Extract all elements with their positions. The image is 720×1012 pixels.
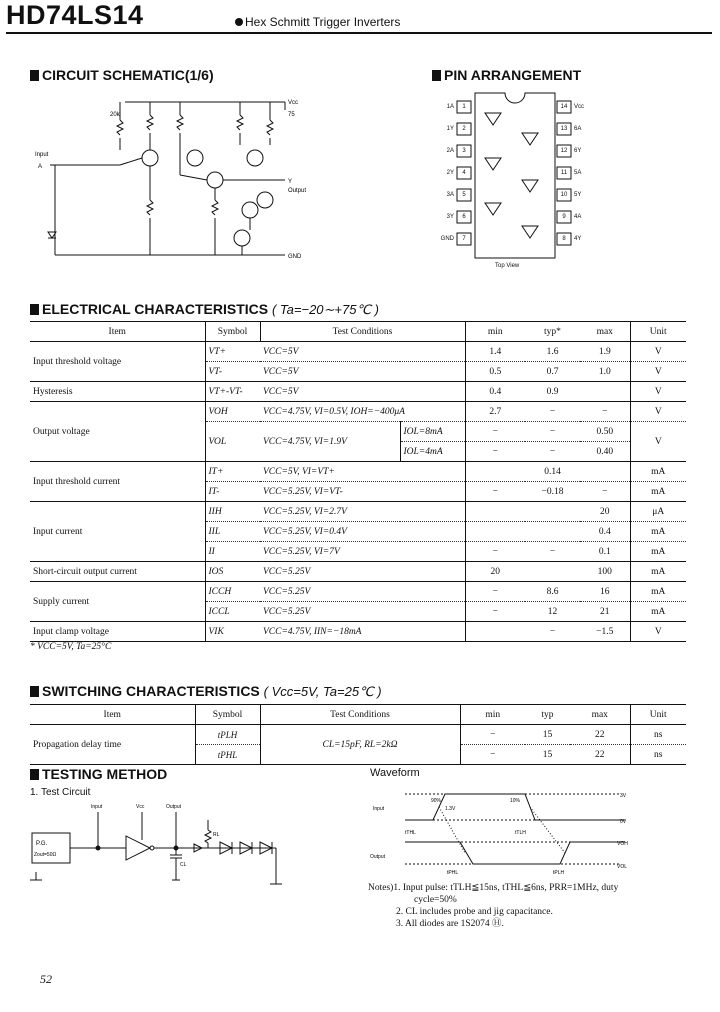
row-min bbox=[465, 462, 525, 482]
row-max: − bbox=[602, 486, 608, 497]
pin-number-left: 3 bbox=[462, 148, 466, 154]
test-circuit-title: 1. Test Circuit bbox=[30, 787, 91, 798]
table-row bbox=[30, 382, 686, 402]
row-max: − bbox=[602, 406, 608, 417]
row-max: 100 bbox=[597, 566, 612, 577]
switching-title: SWITCHING CHARACTERISTICS bbox=[42, 683, 260, 699]
row-max: 20 bbox=[600, 506, 610, 517]
electrical-table bbox=[30, 321, 686, 642]
pin-number-right: 11 bbox=[560, 170, 568, 176]
table-row bbox=[30, 402, 686, 422]
row-condition: VCC=5V bbox=[263, 346, 299, 357]
row-item: Propagation delay time bbox=[30, 725, 195, 765]
row-symbol: IT+ bbox=[205, 462, 260, 482]
row-max: 22 bbox=[595, 729, 605, 740]
row-typ bbox=[525, 502, 580, 522]
row-symbol: IIH bbox=[205, 502, 260, 522]
row-symbol: VOH bbox=[205, 402, 260, 422]
row-max bbox=[580, 382, 630, 402]
row-item: Short-circuit output current bbox=[33, 566, 137, 577]
header-min: min bbox=[465, 322, 525, 342]
row-unit: mA bbox=[630, 462, 686, 482]
wf-0v-label: 0V bbox=[620, 819, 627, 825]
row-typ: − bbox=[549, 626, 556, 637]
pin-number-left: 5 bbox=[462, 192, 466, 198]
note-1-cont: cycle=50% bbox=[414, 895, 457, 905]
row-max: 21 bbox=[600, 606, 610, 617]
row-typ: − bbox=[549, 406, 556, 417]
row-min: − bbox=[465, 582, 525, 602]
row-min: − bbox=[460, 725, 525, 745]
row-typ: 0.7 bbox=[546, 366, 559, 377]
pin-label-right: 6A bbox=[574, 126, 582, 132]
row-unit: V bbox=[630, 422, 686, 462]
circuit-input-label: Input bbox=[91, 804, 103, 810]
row-typ: 15 bbox=[542, 729, 553, 740]
row-unit: ns bbox=[630, 725, 686, 745]
row-condition: VCC=5.25V bbox=[263, 566, 311, 577]
pin-label-right: 5A bbox=[574, 170, 582, 176]
pin-number-right: 14 bbox=[560, 104, 568, 110]
row-min: 0.4 bbox=[465, 382, 525, 402]
header-unit: Unit bbox=[630, 705, 686, 725]
row-min: − bbox=[465, 422, 525, 442]
row-symbol: IOS bbox=[205, 562, 260, 582]
row-unit: mA bbox=[630, 602, 686, 622]
row-typ: 8.6 bbox=[546, 586, 559, 597]
circuit-vcc-label: Vcc bbox=[136, 804, 145, 810]
schematic-title: CIRCUIT SCHEMATIC(1/6) bbox=[42, 67, 214, 83]
header-symbol: Symbol bbox=[205, 322, 260, 342]
a-label: A bbox=[38, 164, 43, 170]
test-notes bbox=[368, 882, 618, 930]
row-item: Hysteresis bbox=[33, 386, 73, 397]
row-item: Input threshold current bbox=[30, 462, 205, 502]
pins-heading bbox=[432, 67, 581, 83]
row-condition: VCC=4.75V, VI=0.5V, IOH=−400μA bbox=[263, 406, 405, 417]
row-item: Output voltage bbox=[30, 402, 205, 462]
row-unit: mA bbox=[630, 542, 686, 562]
row-max bbox=[580, 462, 630, 482]
r20k-label: 20k bbox=[110, 112, 120, 118]
pin-label-left: 1A bbox=[446, 104, 454, 110]
electrical-heading bbox=[30, 301, 379, 318]
row-typ: − bbox=[549, 446, 556, 457]
wf-tthl-label: tTHL bbox=[405, 830, 416, 836]
row-symbol: VIK bbox=[205, 622, 260, 642]
header-item: Item bbox=[30, 705, 195, 725]
row-min bbox=[465, 622, 525, 642]
row-min: − bbox=[465, 442, 525, 462]
row-min: 1.4 bbox=[465, 342, 525, 362]
header-conditions: Test Conditions bbox=[260, 705, 460, 725]
pg-label: P.G. bbox=[36, 841, 48, 847]
wf-1p3v-label: 1.3V bbox=[445, 806, 456, 812]
row-max: 22 bbox=[595, 749, 605, 760]
row-min: 0.5 bbox=[465, 362, 525, 382]
row-item: Supply current bbox=[30, 582, 205, 622]
pin-number-right: 9 bbox=[562, 214, 566, 220]
row-typ: −0.18 bbox=[541, 486, 564, 497]
row-min: − bbox=[465, 482, 525, 502]
note-3: 3. All diodes are 1S2074 Ⓗ. bbox=[396, 919, 504, 929]
row-typ: 1.6 bbox=[546, 346, 559, 357]
header-symbol: Symbol bbox=[195, 705, 260, 725]
switching-heading bbox=[30, 683, 382, 700]
row-symbol: tPLH bbox=[195, 725, 260, 745]
output-label: Output bbox=[288, 188, 307, 194]
row-unit: V bbox=[630, 402, 686, 422]
r75-label: 75 bbox=[288, 112, 295, 118]
row-condition: VCC=5.25V bbox=[263, 606, 311, 617]
electrical-footnote: * VCC=5V, Ta=25°C bbox=[30, 642, 112, 652]
row-condition: VCC=4.75V, VI=1.9V bbox=[260, 422, 400, 462]
row-condition: VCC=5V, VI=VT+ bbox=[263, 466, 335, 477]
row-min: 2.7 bbox=[465, 402, 525, 422]
header-typ: typ bbox=[525, 705, 570, 725]
wf-90-label: 90% bbox=[431, 798, 442, 804]
pin-label-right: 5Y bbox=[574, 192, 582, 198]
row-max: 0.40 bbox=[596, 446, 614, 457]
header-item: Item bbox=[30, 322, 205, 342]
row-unit: mA bbox=[630, 562, 686, 582]
row-typ: − bbox=[549, 426, 556, 437]
row-typ: 0.14 bbox=[544, 466, 561, 477]
row-typ: 0.9 bbox=[546, 386, 559, 397]
table-row bbox=[30, 622, 686, 642]
table-row bbox=[30, 502, 686, 522]
header-max: max bbox=[580, 322, 630, 342]
wf-10-label: 10% bbox=[510, 798, 521, 804]
switching-table bbox=[30, 704, 686, 765]
table-header bbox=[30, 705, 686, 725]
row-symbol: tPHL bbox=[195, 745, 260, 765]
wf-tplh-label: tPLH bbox=[553, 870, 565, 876]
note-2: 2. CL includes probe and jig capacitance. bbox=[396, 907, 553, 917]
gnd-label: GND bbox=[288, 254, 302, 260]
row-max: 16 bbox=[600, 586, 610, 597]
table-row bbox=[30, 725, 686, 745]
circuit-output-label: Output bbox=[166, 804, 182, 810]
row-unit: mA bbox=[630, 482, 686, 502]
pg-impedance: Zout=50Ω bbox=[34, 852, 57, 858]
header-max: max bbox=[570, 705, 630, 725]
row-typ: − bbox=[549, 546, 556, 557]
wf-input-label: Input bbox=[373, 806, 385, 812]
row-min: − bbox=[465, 602, 525, 622]
row-unit: V bbox=[630, 382, 686, 402]
waveform-title: Waveform bbox=[370, 767, 420, 779]
row-condition: VCC=5.25V, VI=0.4V bbox=[263, 526, 347, 537]
page-number: 52 bbox=[40, 972, 52, 986]
row-min: − bbox=[460, 745, 525, 765]
title-divider bbox=[6, 32, 712, 34]
pin-label-left: 3A bbox=[446, 192, 454, 198]
row-symbol: ICCL bbox=[205, 602, 260, 622]
row-condition: VCC=5.25V, VI=2.7V bbox=[263, 506, 347, 517]
row-symbol: VOL bbox=[205, 422, 260, 462]
pin-label-left: 2Y bbox=[446, 170, 454, 176]
pin-number-left: 6 bbox=[462, 214, 466, 220]
row-condition: CL=15pF, RL=2kΩ bbox=[260, 725, 460, 765]
header-unit: Unit bbox=[630, 322, 686, 342]
row-condition: VCC=4.75V, IIN=−18mA bbox=[263, 626, 362, 637]
testing-heading bbox=[30, 766, 167, 782]
table-header bbox=[30, 322, 686, 342]
note-1: Notes)1. Input pulse: tTLH≦15ns, tTHL≦6ns, PRR=1MHz, duty bbox=[368, 883, 619, 893]
row-typ bbox=[525, 562, 580, 582]
row-max: 1.9 bbox=[598, 346, 611, 357]
circuit-schematic-diagram bbox=[30, 90, 320, 265]
row-subcondition: IOL=8mA bbox=[400, 422, 465, 442]
header-min: min bbox=[460, 705, 525, 725]
header-conditions: Test Conditions bbox=[260, 322, 465, 342]
row-min: − bbox=[465, 542, 525, 562]
schematic-heading bbox=[30, 67, 214, 83]
row-condition: VCC=5.25V, VI=7V bbox=[263, 546, 340, 557]
row-min bbox=[465, 502, 525, 522]
row-unit: V bbox=[630, 362, 686, 382]
row-unit: mA bbox=[630, 522, 686, 542]
vcc-label: Vcc bbox=[288, 100, 299, 106]
row-symbol: IIL bbox=[205, 522, 260, 542]
row-unit: V bbox=[630, 342, 686, 362]
row-unit: mA bbox=[630, 582, 686, 602]
header-typ: typ* bbox=[525, 322, 580, 342]
top-view-label: Top View bbox=[495, 263, 520, 269]
pin-arrangement-diagram bbox=[430, 88, 600, 273]
row-typ bbox=[525, 522, 580, 542]
electrical-conditions: ( Ta=−20∼+75℃ ) bbox=[271, 302, 380, 317]
rl-label: RL bbox=[213, 832, 220, 838]
pin-number-left: 4 bbox=[462, 170, 466, 176]
row-subcondition: IOL=4mA bbox=[400, 442, 465, 462]
wf-output-label: Output bbox=[370, 854, 386, 860]
wf-tphl-label: tPHL bbox=[447, 870, 459, 876]
row-max: 0.1 bbox=[598, 546, 611, 557]
pin-number-left: 2 bbox=[462, 126, 466, 132]
pin-number-right: 13 bbox=[560, 126, 568, 132]
row-item: Input clamp voltage bbox=[33, 626, 109, 637]
row-unit: V bbox=[630, 622, 686, 642]
row-condition: VCC=5.25V bbox=[263, 586, 311, 597]
row-symbol: IT- bbox=[205, 482, 260, 502]
row-condition: VCC=5.25V, VI=VT- bbox=[263, 486, 343, 497]
row-condition: VCC=5V bbox=[263, 386, 299, 397]
row-min: 20 bbox=[465, 562, 525, 582]
row-max: 1.0 bbox=[598, 366, 611, 377]
waveform-diagram bbox=[365, 782, 645, 877]
wf-ttlh-label: tTLH bbox=[515, 830, 526, 836]
subtitle-text: Hex Schmitt Trigger Inverters bbox=[245, 15, 401, 29]
row-item: Input threshold voltage bbox=[30, 342, 205, 382]
testing-title: TESTING METHOD bbox=[42, 766, 168, 782]
row-min bbox=[465, 522, 525, 542]
pin-number-right: 10 bbox=[560, 192, 568, 198]
page-subtitle bbox=[235, 15, 400, 29]
pin-label-left: GND bbox=[440, 236, 454, 242]
page-title: HD74LS14 bbox=[6, 0, 144, 30]
pin-number-left: 7 bbox=[462, 236, 466, 242]
row-max: −1.5 bbox=[596, 626, 614, 637]
pin-label-right: 4A bbox=[574, 214, 582, 220]
pin-label-right: Vcc bbox=[574, 104, 585, 110]
test-circuit-diagram bbox=[28, 800, 298, 895]
wf-vol-label: VOL bbox=[617, 864, 628, 870]
wf-3v-label: 3V bbox=[620, 793, 627, 799]
row-symbol: VT+ bbox=[205, 342, 260, 362]
pin-label-right: 4Y bbox=[574, 236, 582, 242]
pin-label-left: 3Y bbox=[446, 214, 454, 220]
row-symbol: VT+-VT- bbox=[205, 382, 260, 402]
table-row bbox=[30, 582, 686, 602]
table-row bbox=[30, 342, 686, 362]
row-item: Input current bbox=[30, 502, 205, 562]
pins-title: PIN ARRANGEMENT bbox=[444, 67, 582, 83]
switching-conditions: ( Vcc=5V, Ta=25℃ ) bbox=[263, 684, 382, 699]
input-label: Input bbox=[35, 152, 49, 158]
row-max: 0.50 bbox=[596, 426, 614, 437]
pin-label-left: 1Y bbox=[446, 126, 454, 132]
row-symbol: II bbox=[205, 542, 260, 562]
row-condition: VCC=5V bbox=[263, 366, 299, 377]
row-symbol: ICCH bbox=[205, 582, 260, 602]
pin-number-left: 1 bbox=[462, 104, 466, 110]
row-unit: ns bbox=[630, 745, 686, 765]
y-label: Y bbox=[288, 179, 293, 185]
row-symbol: VT- bbox=[205, 362, 260, 382]
row-typ: 12 bbox=[547, 606, 558, 617]
table-row bbox=[30, 462, 686, 482]
row-typ: 15 bbox=[542, 749, 553, 760]
row-max: 0.4 bbox=[598, 526, 611, 537]
row-unit: μA bbox=[630, 502, 686, 522]
table-row bbox=[30, 562, 686, 582]
electrical-title: ELECTRICAL CHARACTERISTICS bbox=[42, 301, 269, 317]
cl-label: CL bbox=[180, 862, 187, 868]
pin-number-right: 12 bbox=[560, 148, 568, 154]
wf-voh-label: VOH bbox=[617, 841, 628, 847]
pin-label-left: 2A bbox=[446, 148, 454, 154]
pin-label-right: 6Y bbox=[574, 148, 582, 154]
pin-number-right: 8 bbox=[562, 236, 566, 242]
